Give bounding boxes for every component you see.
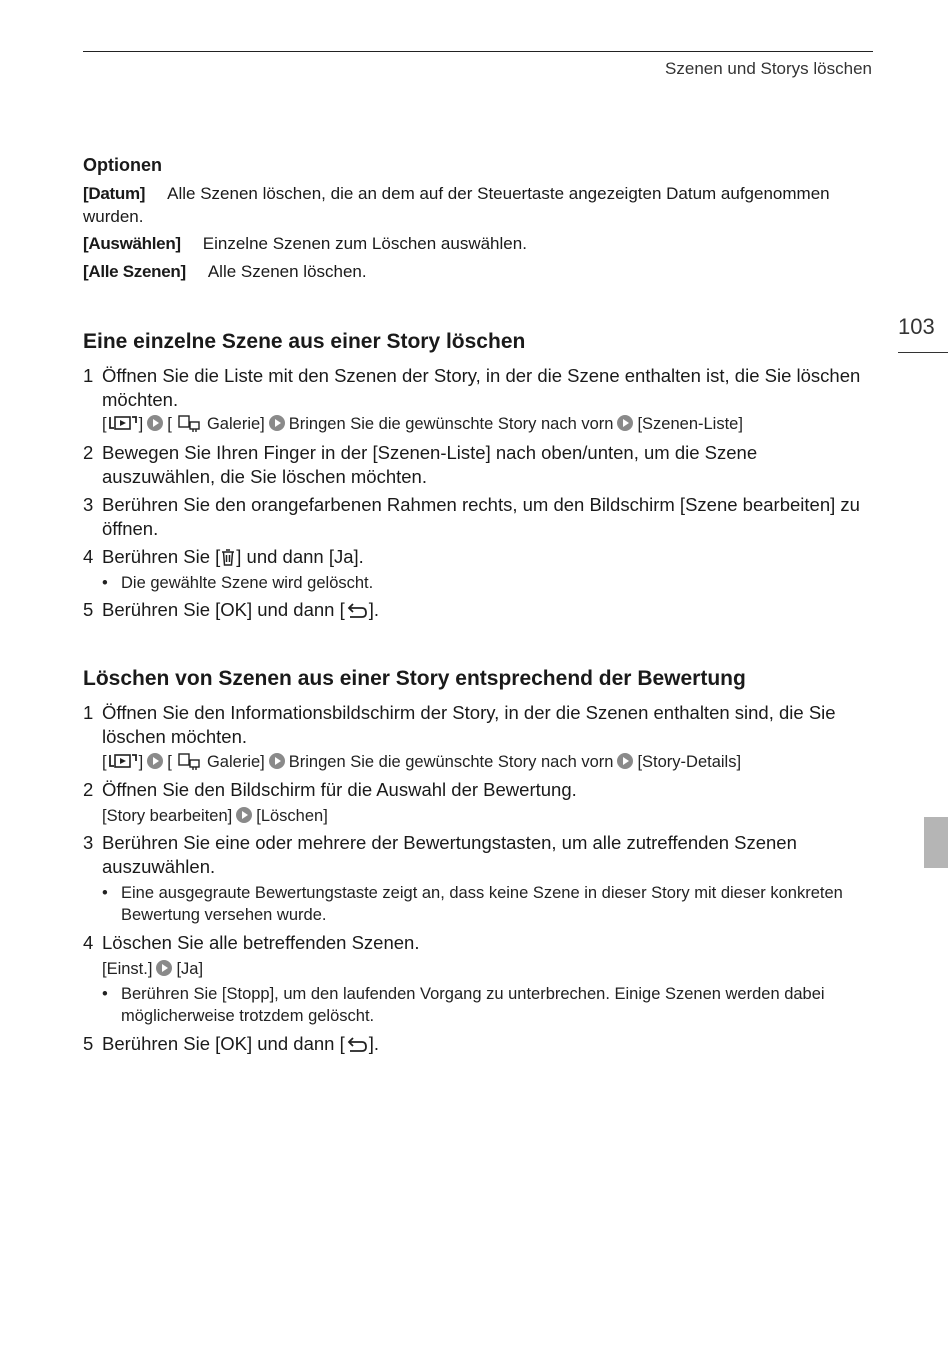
step-text [102,1032,873,1059]
step-number: 3 [83,832,94,853]
path-target: [Löschen] [256,807,328,825]
bracket: [ [167,415,172,433]
option-desc: Einzelne Szenen zum Löschen auswählen. [202,234,527,253]
step [83,441,873,489]
running-header: Szenen und Storys löschen [665,59,872,78]
step-text: Öffnen Sie den Informationsbildschirm der Story, in der die Szenen enthalten sind, die Sie löschen möchten. [102,702,836,747]
bullet-text: Berühren Sie [Stopp], um den laufenden Vorgang zu unterbrechen. Einige Szenen werden dabei möglicherweise trotzdem gelöscht. [121,985,825,1025]
gallery-label: Galerie] [206,753,265,771]
menu-path [102,751,872,776]
step [83,364,873,412]
bullet-note [102,572,872,594]
bullet-text: Eine ausgegraute Bewertungstaste zeigt an, dass keine Szene in dieser Story mit dieser konkreten Bewertung versehen wurde. [121,884,843,924]
page-number-rule [898,352,948,353]
options-heading: Optionen [83,155,162,175]
bracket: ] [138,753,144,771]
step-text: Öffnen Sie die Liste mit den Szenen der Story, in der die Szene enthalten ist, die Sie löschen möchten. [102,365,861,410]
step-text-before: Berühren Sie [OK] und dann [ [102,599,345,620]
menu-path [102,958,872,980]
step-number: 5 [83,1033,94,1054]
page-number: 103 [898,314,935,339]
gallery-icon [177,414,201,438]
menu-path [102,413,872,438]
return-icon [346,601,368,625]
step-number: 1 [83,702,94,723]
step-number: 5 [83,599,94,620]
step-text: Öffnen Sie den Bildschirm für die Auswahl der Bewertung. [102,779,577,800]
trash-icon [221,548,235,572]
option-key: [Datum] [83,184,146,203]
step [83,831,873,879]
step-number: 3 [83,494,94,515]
step [83,701,873,749]
path-target: [Szenen-Liste] [637,415,743,433]
gallery-icon [177,752,201,776]
step-text-before: Berühren Sie [ [102,546,221,567]
next-arrow-icon [147,753,163,769]
section-title: Eine einzelne Szene aus einer Story löschen [83,330,526,353]
step-text: Löschen Sie alle betreffenden Szenen. [102,932,420,953]
step-text-after: ] und dann [Ja]. [236,546,364,567]
path-target: [Ja] [176,960,204,978]
return-icon [346,1035,368,1059]
step-number: 4 [83,932,94,953]
option-desc-cont: wurden. [83,207,144,226]
step-text: Berühren Sie eine oder mehrere der Bewertungstasten, um alle zutreffenden Szenen auszuwählen. [102,832,797,877]
playback-mode-icon [108,752,138,776]
step [83,598,873,625]
step-text: Bewegen Sie Ihren Finger in der [Szenen-Liste] nach oben/unten, um die Szene auszuwählen, die Sie löschen möchten. [102,442,758,487]
path-step-text: Bringen Sie die gewünschte Story nach vorn [288,415,614,433]
bullet-dot: • [102,985,108,1003]
next-arrow-icon [147,415,163,431]
option-desc: Alle Szenen löschen. [207,262,367,281]
bullet-note [102,882,872,926]
gallery-label: Galerie] [206,415,265,433]
step [83,1032,873,1059]
path-target: [Story-Details] [637,753,742,771]
section-title: Löschen von Szenen aus einer Story entsprechend der Bewertung [83,667,746,690]
bracket: [ [167,753,172,771]
bracket: [ [102,415,107,433]
menu-path [102,805,872,827]
bullet-note [102,983,872,1027]
step-number: 4 [83,546,94,567]
bracket: ] [138,415,144,433]
option-key: [Alle Szenen] [83,262,186,281]
step-number: 2 [83,779,94,800]
step [83,545,873,572]
next-arrow-icon [236,807,252,823]
option-key: [Auswählen] [83,234,181,253]
next-arrow-icon [269,753,285,769]
path-item: [Story bearbeiten] [102,807,233,825]
step-number: 2 [83,442,94,463]
step-text-after: ]. [368,599,379,620]
step [83,931,873,955]
next-arrow-icon [617,753,633,769]
playback-mode-icon [108,414,138,438]
option-alle-szenen [83,260,873,283]
next-arrow-icon [617,415,633,431]
next-arrow-icon [269,415,285,431]
bullet-dot: • [102,574,108,592]
step-text [102,545,873,572]
path-step-text: Bringen Sie die gewünschte Story nach vorn [288,753,614,771]
path-item: [Einst.] [102,960,153,978]
step [83,778,873,802]
step-text-after: ]. [368,1033,379,1054]
next-arrow-icon [156,960,172,976]
step [83,493,873,541]
option-desc: Alle Szenen löschen, die an dem auf der Steuertaste angezeigten Datum aufgenommen [167,184,830,203]
bullet-dot: • [102,884,108,902]
option-auswaehlen [83,232,873,255]
bracket: [ [102,753,107,771]
chapter-tab [924,817,948,868]
bullet-text: Die gewählte Szene wird gelöscht. [121,574,374,592]
step-number: 1 [83,365,94,386]
header-rule [83,51,873,52]
option-datum [83,182,873,228]
step-text-before: Berühren Sie [OK] und dann [ [102,1033,345,1054]
step-text: Berühren Sie den orangefarbenen Rahmen rechts, um den Bildschirm [Szene bearbeiten] zu öffnen. [102,494,860,539]
step-text [102,598,873,625]
